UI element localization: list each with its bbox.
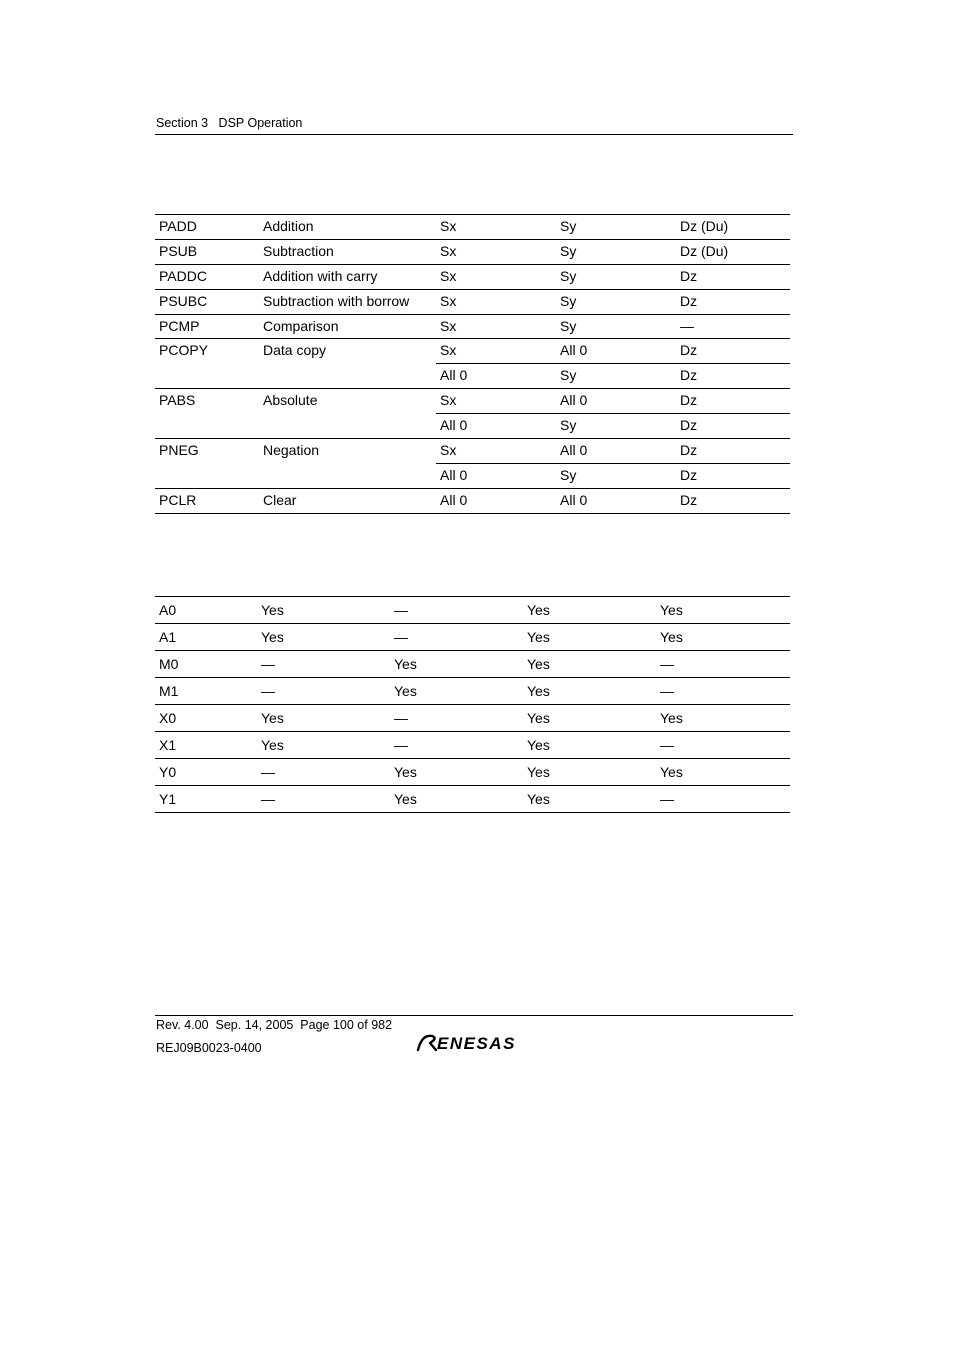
table-row <box>155 314 790 339</box>
value-cell: Yes <box>523 705 656 732</box>
table-row <box>155 651 790 678</box>
operations-table <box>155 214 790 514</box>
register-cell: M1 <box>155 678 257 705</box>
footer-doc-number: REJ09B0023-0400 <box>156 1041 262 1055</box>
sx-cell: Sx <box>436 339 556 364</box>
value-cell: Yes <box>390 786 523 813</box>
register-cell: Y1 <box>155 786 257 813</box>
operation-cell <box>259 364 436 389</box>
value-cell: Yes <box>257 732 390 759</box>
register-cell: Y0 <box>155 759 257 786</box>
value-cell: Yes <box>656 624 790 651</box>
table-row <box>155 414 790 439</box>
value-cell: — <box>390 624 523 651</box>
operation-cell: Addition with carry <box>259 264 436 289</box>
section-header: Section 3 DSP Operation <box>156 116 303 130</box>
table-row <box>155 678 790 705</box>
value-cell: Yes <box>390 759 523 786</box>
mnemonic-cell: PSUB <box>155 239 259 264</box>
table-row <box>155 759 790 786</box>
table-row <box>155 439 790 464</box>
sy-cell: All 0 <box>556 339 676 364</box>
mnemonic-cell: PADDC <box>155 264 259 289</box>
sx-cell: Sx <box>436 289 556 314</box>
mnemonic-cell: PSUBC <box>155 289 259 314</box>
table-row <box>155 786 790 813</box>
mnemonic-cell: PCLR <box>155 488 259 513</box>
sy-cell: All 0 <box>556 389 676 414</box>
value-cell: Yes <box>257 705 390 732</box>
table-row <box>155 488 790 513</box>
sy-cell: Sy <box>556 289 676 314</box>
mnemonic-cell: PNEG <box>155 439 259 464</box>
value-cell: Yes <box>656 759 790 786</box>
sx-cell: All 0 <box>436 414 556 439</box>
sx-cell: Sx <box>436 264 556 289</box>
dz-cell: — <box>676 314 790 339</box>
register-cell: A1 <box>155 624 257 651</box>
sx-cell: All 0 <box>436 488 556 513</box>
operation-cell: Addition <box>263 218 314 234</box>
value-cell: — <box>656 732 790 759</box>
register-cell: M0 <box>155 651 257 678</box>
sy-cell: Sy <box>556 414 676 439</box>
renesas-logo-mark <box>416 1032 536 1054</box>
operation-cell: Negation <box>259 439 436 464</box>
value-cell: — <box>394 602 408 618</box>
value-cell: — <box>257 786 390 813</box>
sy-cell: Sy <box>556 364 676 389</box>
table-row <box>155 705 790 732</box>
table-row <box>155 732 790 759</box>
sx-cell: All 0 <box>436 463 556 488</box>
operation-cell: Absolute <box>259 389 436 414</box>
table-row <box>155 597 790 624</box>
operation-cell: Data copy <box>259 339 436 364</box>
sx-cell: Sx <box>436 239 556 264</box>
value-cell: Yes <box>527 602 550 618</box>
sy-cell: All 0 <box>556 488 676 513</box>
value-cell: — <box>656 651 790 678</box>
register-cell: X0 <box>155 705 257 732</box>
register-table <box>155 596 790 813</box>
dz-cell: Dz <box>676 289 790 314</box>
table-row <box>155 463 790 488</box>
dz-cell: Dz <box>676 264 790 289</box>
mnemonic-cell: PABS <box>155 389 259 414</box>
value-cell: Yes <box>523 651 656 678</box>
value-cell: — <box>390 705 523 732</box>
operation-cell: Clear <box>259 488 436 513</box>
sy-cell: Sy <box>556 314 676 339</box>
operation-cell: Comparison <box>259 314 436 339</box>
table-row <box>155 339 790 364</box>
svg-text:ENESAS: ENESAS <box>437 1034 516 1053</box>
value-cell: — <box>656 678 790 705</box>
value-cell: Yes <box>261 602 284 618</box>
dz-cell: Dz <box>676 364 790 389</box>
mnemonic-cell: PCMP <box>155 314 259 339</box>
table-row <box>155 364 790 389</box>
operation-cell: Subtraction with borrow <box>259 289 436 314</box>
dz-cell: Dz (Du) <box>680 218 729 234</box>
mnemonic-cell: PCOPY <box>155 339 259 364</box>
footer-rule <box>155 1015 793 1016</box>
dz-cell: Dz <box>676 414 790 439</box>
renesas-logo <box>416 1032 536 1059</box>
value-cell: Yes <box>660 602 683 618</box>
sy-cell: Sy <box>560 218 577 234</box>
dz-cell: Dz <box>676 339 790 364</box>
dz-cell: Dz <box>676 488 790 513</box>
value-cell: Yes <box>257 624 390 651</box>
dz-cell: Dz <box>676 439 790 464</box>
value-cell: Yes <box>523 759 656 786</box>
value-cell: — <box>390 732 523 759</box>
register-cell: A0 <box>159 602 177 618</box>
value-cell: Yes <box>390 651 523 678</box>
footer-revision: Rev. 4.00 Sep. 14, 2005 Page 100 of 982 <box>156 1018 393 1032</box>
table-row <box>155 239 790 264</box>
mnemonic-cell <box>155 414 259 439</box>
value-cell: Yes <box>390 678 523 705</box>
dz-cell: Dz <box>676 463 790 488</box>
table-row <box>155 624 790 651</box>
value-cell: Yes <box>523 732 656 759</box>
operation-cell <box>259 463 436 488</box>
operation-cell: Subtraction <box>259 239 436 264</box>
sy-cell: All 0 <box>556 439 676 464</box>
mnemonic-cell: PADD <box>159 218 197 234</box>
register-cell: X1 <box>155 732 257 759</box>
sy-cell: Sy <box>556 239 676 264</box>
value-cell: — <box>257 678 390 705</box>
header-rule <box>155 134 793 135</box>
sy-cell: Sy <box>556 463 676 488</box>
table-row <box>155 389 790 414</box>
value-cell: — <box>656 786 790 813</box>
mnemonic-cell <box>155 364 259 389</box>
table-row <box>155 215 790 240</box>
sy-cell: Sy <box>556 264 676 289</box>
sx-cell: Sx <box>436 314 556 339</box>
dz-cell: Dz (Du) <box>676 239 790 264</box>
dz-cell: Dz <box>676 389 790 414</box>
table-row <box>155 264 790 289</box>
sx-cell: All 0 <box>436 364 556 389</box>
sx-cell: Sx <box>436 389 556 414</box>
mnemonic-cell <box>155 463 259 488</box>
value-cell: — <box>257 759 390 786</box>
sx-cell: Sx <box>436 439 556 464</box>
value-cell: Yes <box>656 705 790 732</box>
operation-cell <box>259 414 436 439</box>
value-cell: Yes <box>523 624 656 651</box>
value-cell: Yes <box>523 678 656 705</box>
sx-cell: Sx <box>440 218 457 234</box>
table-row <box>155 289 790 314</box>
value-cell: — <box>257 651 390 678</box>
value-cell: Yes <box>523 786 656 813</box>
